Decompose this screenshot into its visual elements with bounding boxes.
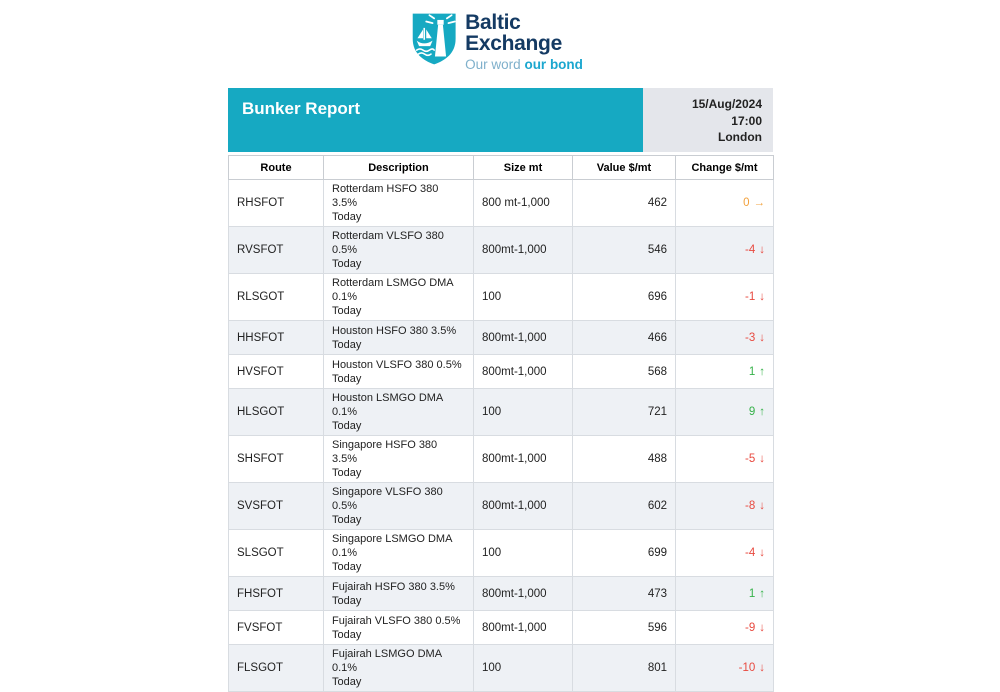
value-cell: 466 (573, 321, 676, 355)
change-arrow-icon: → (753, 197, 765, 209)
change-value: -3 (745, 331, 756, 344)
column-header-value: Value $/mt (573, 156, 676, 180)
route-cell: FHSFOT (229, 577, 324, 611)
size-cell: 800mt-1,000 (474, 483, 573, 530)
change-arrow-icon: ↑ (759, 365, 765, 378)
description-text: Fujairah VLSFO 380 0.5% (332, 614, 461, 627)
value-cell: 696 (573, 274, 676, 321)
size-cell: 100 (474, 274, 573, 321)
change-value: 1 (748, 587, 756, 600)
description-cell (324, 530, 474, 577)
tagline-bold: our bond (524, 57, 583, 72)
description-text: Fujairah LSMGO DMA 0.1% (332, 648, 442, 674)
route-cell: SLSGOT (229, 530, 324, 577)
change-cell (676, 180, 774, 227)
value-cell: 602 (573, 483, 676, 530)
logo-tagline (465, 57, 583, 72)
size-cell: 800mt-1,000 (474, 577, 573, 611)
route-cell: HVSFOT (229, 355, 324, 389)
logo-wordmark-line1: Baltic (465, 11, 521, 34)
description-text: Rotterdam HSFO 380 3.5% (332, 183, 439, 209)
size-cell: 100 (474, 389, 573, 436)
description-cell (324, 483, 474, 530)
logo-text (465, 12, 583, 72)
shield-ship-lighthouse-icon (410, 12, 458, 66)
change-cell (676, 645, 774, 692)
description-period: Today (332, 594, 362, 607)
report-title: Bunker Report (242, 99, 361, 118)
change-cell (676, 355, 774, 389)
report-time: 17:00 (731, 113, 762, 128)
change-value: 9 (748, 406, 756, 418)
change-cell (676, 436, 774, 483)
description-text: Houston HSFO 380 3.5% (332, 324, 457, 337)
change-cell (676, 227, 774, 274)
description-text: Houston VLSFO 380 0.5% (332, 358, 462, 371)
size-cell: 800mt-1,000 (474, 436, 573, 483)
change-cell (676, 274, 774, 321)
change-cell (676, 389, 774, 436)
description-text: Rotterdam LSMGO DMA 0.1% (332, 277, 454, 303)
size-cell: 100 (474, 645, 573, 692)
size-cell: 800mt-1,000 (474, 227, 573, 274)
value-cell: 488 (573, 436, 676, 483)
size-cell: 800 mt-1,000 (474, 180, 573, 227)
change-cell (676, 577, 774, 611)
value-cell: 721 (573, 389, 676, 436)
table-row (229, 530, 774, 577)
bunker-table-body (229, 180, 774, 692)
route-cell: SVSFOT (229, 483, 324, 530)
description-cell (324, 577, 474, 611)
table-row (229, 227, 774, 274)
description-period: Today (332, 338, 362, 351)
route-cell: HHSFOT (229, 321, 324, 355)
description-period: Today (332, 258, 362, 270)
description-period: Today (332, 420, 362, 432)
change-arrow-icon: ↓ (759, 291, 765, 303)
column-header-change: Change $/mt (676, 156, 774, 180)
change-value: -5 (745, 453, 756, 465)
table-row (229, 180, 774, 227)
value-cell: 699 (573, 530, 676, 577)
change-value: -4 (745, 547, 756, 559)
table-row (229, 611, 774, 645)
description-text: Singapore LSMGO DMA 0.1% (332, 533, 452, 559)
change-cell (676, 321, 774, 355)
change-arrow-icon: ↓ (759, 547, 765, 559)
change-arrow-icon: ↓ (759, 244, 765, 256)
description-period: Today (332, 211, 362, 223)
value-cell: 596 (573, 611, 676, 645)
size-cell: 800mt-1,000 (474, 355, 573, 389)
column-header-size: Size mt (474, 156, 573, 180)
table-row (229, 355, 774, 389)
description-period: Today (332, 514, 362, 526)
bunker-table (228, 155, 774, 692)
change-arrow-icon: ↓ (759, 453, 765, 465)
change-value: -8 (745, 500, 756, 512)
change-arrow-icon: ↑ (759, 587, 765, 600)
route-cell: RHSFOT (229, 180, 324, 227)
description-period: Today (332, 676, 362, 688)
route-cell: FLSGOT (229, 645, 324, 692)
table-row (229, 436, 774, 483)
description-period: Today (332, 628, 362, 641)
report-location: London (718, 130, 762, 144)
description-period: Today (332, 372, 362, 385)
change-value: 0 (743, 197, 750, 209)
table-row (229, 483, 774, 530)
table-row (229, 645, 774, 692)
description-text: Rotterdam VLSFO 380 0.5% (332, 230, 444, 256)
change-arrow-icon: ↓ (759, 500, 765, 512)
route-cell: HLSGOT (229, 389, 324, 436)
description-cell (324, 274, 474, 321)
table-row (229, 321, 774, 355)
tagline-light: Our word (465, 57, 525, 72)
table-row (229, 577, 774, 611)
route-cell: SHSFOT (229, 436, 324, 483)
logo-wordmark-line2: Exchange (465, 32, 562, 55)
route-cell: FVSFOT (229, 611, 324, 645)
description-text: Singapore VLSFO 380 0.5% (332, 486, 443, 512)
size-cell: 800mt-1,000 (474, 611, 573, 645)
description-cell (324, 389, 474, 436)
change-cell (676, 483, 774, 530)
baltic-exchange-logo (410, 12, 583, 72)
size-cell: 100 (474, 530, 573, 577)
value-cell: 546 (573, 227, 676, 274)
size-cell: 800mt-1,000 (474, 321, 573, 355)
change-value: -1 (745, 291, 756, 303)
route-cell: RLSGOT (229, 274, 324, 321)
bunker-table-header (229, 156, 774, 180)
description-cell (324, 227, 474, 274)
change-cell (676, 611, 774, 645)
table-row (229, 389, 774, 436)
report-date: 15/Aug/2024 (691, 97, 762, 111)
column-header-description: Description (324, 156, 474, 180)
description-period: Today (332, 305, 362, 317)
description-text: Singapore HSFO 380 3.5% (332, 439, 438, 465)
value-cell: 801 (573, 645, 676, 692)
description-period: Today (332, 467, 362, 479)
change-value: 1 (748, 365, 756, 378)
description-cell (324, 611, 474, 645)
report-banner (228, 88, 773, 152)
description-period: Today (332, 561, 362, 573)
description-cell (324, 645, 474, 692)
column-header-route: Route (229, 156, 324, 180)
change-value: -9 (745, 621, 756, 634)
description-cell (324, 436, 474, 483)
change-value: -10 (738, 662, 756, 674)
description-text: Houston LSMGO DMA 0.1% (332, 392, 443, 418)
description-cell (324, 355, 474, 389)
change-arrow-icon: ↓ (759, 662, 765, 674)
table-row (229, 274, 774, 321)
description-text: Fujairah HSFO 380 3.5% (332, 580, 455, 593)
description-cell (324, 321, 474, 355)
change-arrow-icon: ↑ (759, 406, 765, 418)
value-cell: 473 (573, 577, 676, 611)
report-date-panel (643, 88, 773, 152)
change-value: -4 (745, 244, 756, 256)
change-cell (676, 530, 774, 577)
change-arrow-icon: ↓ (759, 621, 765, 634)
value-cell: 568 (573, 355, 676, 389)
report-banner-title-area (228, 88, 643, 152)
change-arrow-icon: ↓ (759, 331, 765, 344)
value-cell: 462 (573, 180, 676, 227)
description-cell (324, 180, 474, 227)
route-cell: RVSFOT (229, 227, 324, 274)
